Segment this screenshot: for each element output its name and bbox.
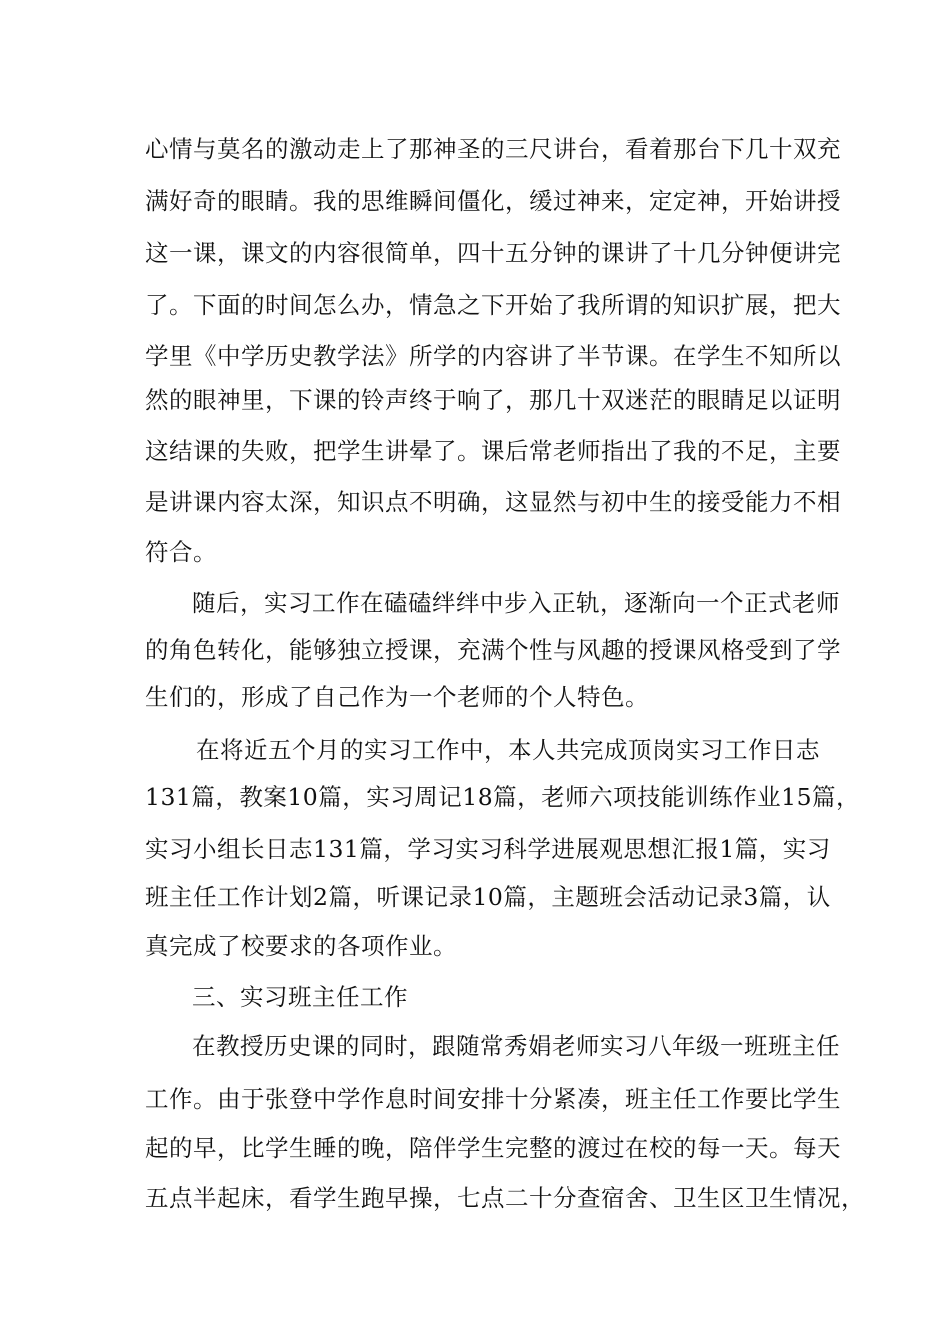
paragraph-line: 是讲课内容太深，知识点不明确，这显然与初中生的接受能力不相 bbox=[145, 488, 841, 516]
paragraph-line: 实习小组长日志131篇，学习实习科学进展观思想汇报1篇，实习 bbox=[145, 835, 831, 863]
paragraph-line: 学里《中学历史教学法》所学的内容讲了半节课。在学生不知所以 bbox=[145, 342, 841, 370]
paragraph-line: 的角色转化，能够独立授课，充满个性与风趣的授课风格受到了学 bbox=[145, 636, 841, 664]
paragraph-line: 这一课，课文的内容很简单，四十五分钟的课讲了十几分钟便讲完 bbox=[145, 239, 841, 267]
section-heading: 三、实习班主任工作 bbox=[192, 983, 408, 1011]
paragraph-line: 了。下面的时间怎么办，情急之下开始了我所谓的知识扩展，把大 bbox=[145, 291, 841, 319]
paragraph-line: 在将近五个月的实习工作中，本人共完成顶岗实习工作日志 bbox=[196, 736, 820, 764]
paragraph-line: 五点半起床，看学生跑早操，七点二十分查宿舍、卫生区卫生情况， bbox=[145, 1184, 865, 1212]
paragraph-line: 在教授历史课的同时，跟随常秀娟老师实习八年级一班班主任 bbox=[192, 1032, 840, 1060]
paragraph-line: 心情与莫名的激动走上了那神圣的三尺讲台，看着那台下几十双充 bbox=[145, 135, 841, 163]
paragraph-line: 生们的，形成了自己作为一个老师的个人特色。 bbox=[145, 683, 649, 711]
paragraph-line: 131篇，教案10篇，实习周记18篇，老师六项技能训练作业15篇， bbox=[145, 783, 861, 811]
paragraph-line: 符合。 bbox=[145, 538, 217, 566]
paragraph-line: 班主任工作计划2篇，听课记录10篇，主题班会活动记录3篇，认 bbox=[145, 883, 831, 911]
paragraph-line: 真完成了校要求的各项作业。 bbox=[145, 932, 457, 960]
paragraph-line: 工作。由于张登中学作息时间安排十分紧凑，班主任工作要比学生 bbox=[145, 1085, 841, 1113]
paragraph-line: 这结课的失败，把学生讲晕了。课后常老师指出了我的不足，主要 bbox=[145, 437, 841, 465]
paragraph-line: 然的眼神里，下课的铃声终于响了，那几十双迷茫的眼睛足以证明 bbox=[145, 386, 841, 414]
paragraph-line: 随后，实习工作在磕磕绊绊中步入正轨，逐渐向一个正式老师 bbox=[192, 589, 840, 617]
paragraph-line: 满好奇的眼睛。我的思维瞬间僵化，缓过神来，定定神，开始讲授 bbox=[145, 187, 841, 215]
paragraph-line: 起的早，比学生睡的晚，陪伴学生完整的渡过在校的每一天。每天 bbox=[145, 1134, 841, 1162]
